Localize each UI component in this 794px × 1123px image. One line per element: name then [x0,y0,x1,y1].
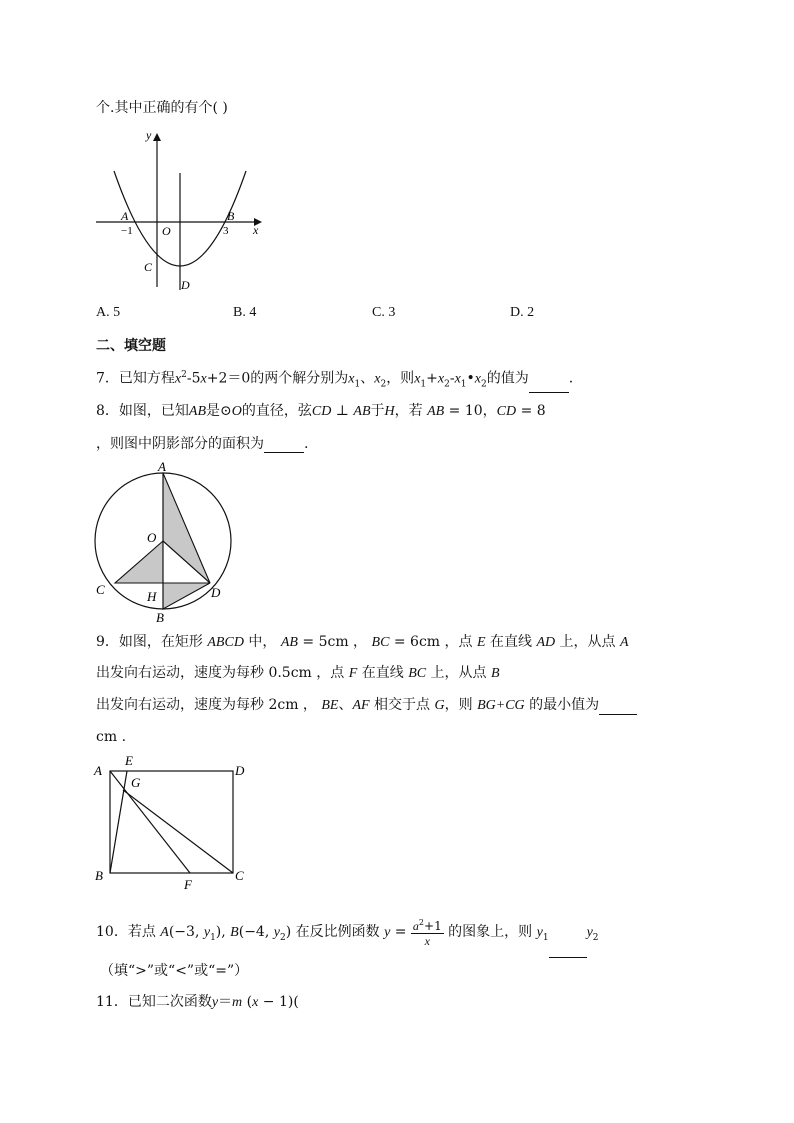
q9-text-line1: 9．如图，在矩形 ABCD 中， AB = 5cm ， BC = 6cm ，点 E 在直线 AD 上，从点 A [96,634,629,650]
q9-text-line2: 出发向右运动，速度为每秒 0.5cm ，点 F 在直线 BC 上，从点 B [96,665,500,681]
point-c-label: C [144,260,153,274]
q8-answer-blank [264,438,304,453]
q9-answer-blank [599,700,637,715]
point-a-label: A [121,209,129,223]
point-h-label: H [147,589,157,604]
shaded-triangle-aod [163,473,210,583]
q7-text: 7．已知方程$x^2-5x+2=0$的两个解分别为$x_1$、$x_2$，则$x_1+x_2-x_1•x_2$的值为 . [96,366,573,393]
q6-option-a: A. 5 [96,305,121,320]
point-b-label: B [95,868,103,883]
point-b-label: B [227,209,235,223]
q6-option-b: B. 4 [233,305,257,320]
tick-3-label: 3 [223,225,229,237]
q10-answer-blank [549,943,587,958]
point-f-label: F [184,877,192,892]
point-c-label: C [235,868,244,883]
x-axis-label: x [253,223,259,237]
origin-label: O [162,224,171,238]
q11-text: 11．已知二次函数y＝m (x − 1)( [96,994,299,1010]
q6-option-c: C. 3 [372,305,396,320]
point-b-label: B [156,610,164,625]
segment-af [110,771,190,873]
segment-gc [123,790,233,873]
q9-rectangle-figure [92,752,252,892]
segment-be [110,771,127,873]
q8-text-line2: ，则图中阴影部分的面积为 . [96,436,309,452]
rectangle-abcd [110,771,233,873]
q7-answer-blank [529,378,569,393]
q10-fraction: $\frac{a^2+1}{x}$ [412,918,442,948]
point-o-label: O [147,530,157,545]
point-d-label: D [235,763,245,778]
q9-text-line4: cm . [96,729,127,745]
tick-neg1-label: −1 [121,225,133,237]
point-g-label: G [131,775,141,790]
q6-parabola-graph [90,125,270,295]
point-d-label: D [211,585,221,600]
shaded-triangle-och [115,541,163,583]
q9-text-line3: 出发向右运动，速度为每秒 2cm ， BE、AF 相交于点 G，则 BG+CG 的最小值为 [96,696,637,715]
q8-circle-figure [92,458,232,626]
q6-tail-text: 个.其中正确的有个( ) [96,100,228,116]
point-d-label: D [181,278,190,292]
point-a-label: A [158,459,166,474]
y-axis-label: y [146,128,152,142]
q8-text-line1: 8．如图，已知AB是⊙O的直径，弦CD ⊥ AB于H，若 AB = 10，CD = 8 [96,403,546,419]
q6-option-d: D. 2 [510,305,535,320]
q10-text-line1: 10．若点 A(−3, $y_1$), B(−4, $y_2$) 在反比例函数 y = $\frac{a^2+1}{x}$ 的图象上，则 $y_1$ $y_2$ [96,912,599,952]
section-title: 二、填空题 [96,338,166,354]
y-axis-arrow-icon [153,133,161,141]
point-c-label: C [96,582,105,597]
q10-text-line2: （填“>”或“<”或“=”） [100,963,249,979]
point-a-label: A [94,763,102,778]
point-e-label: E [125,753,133,768]
